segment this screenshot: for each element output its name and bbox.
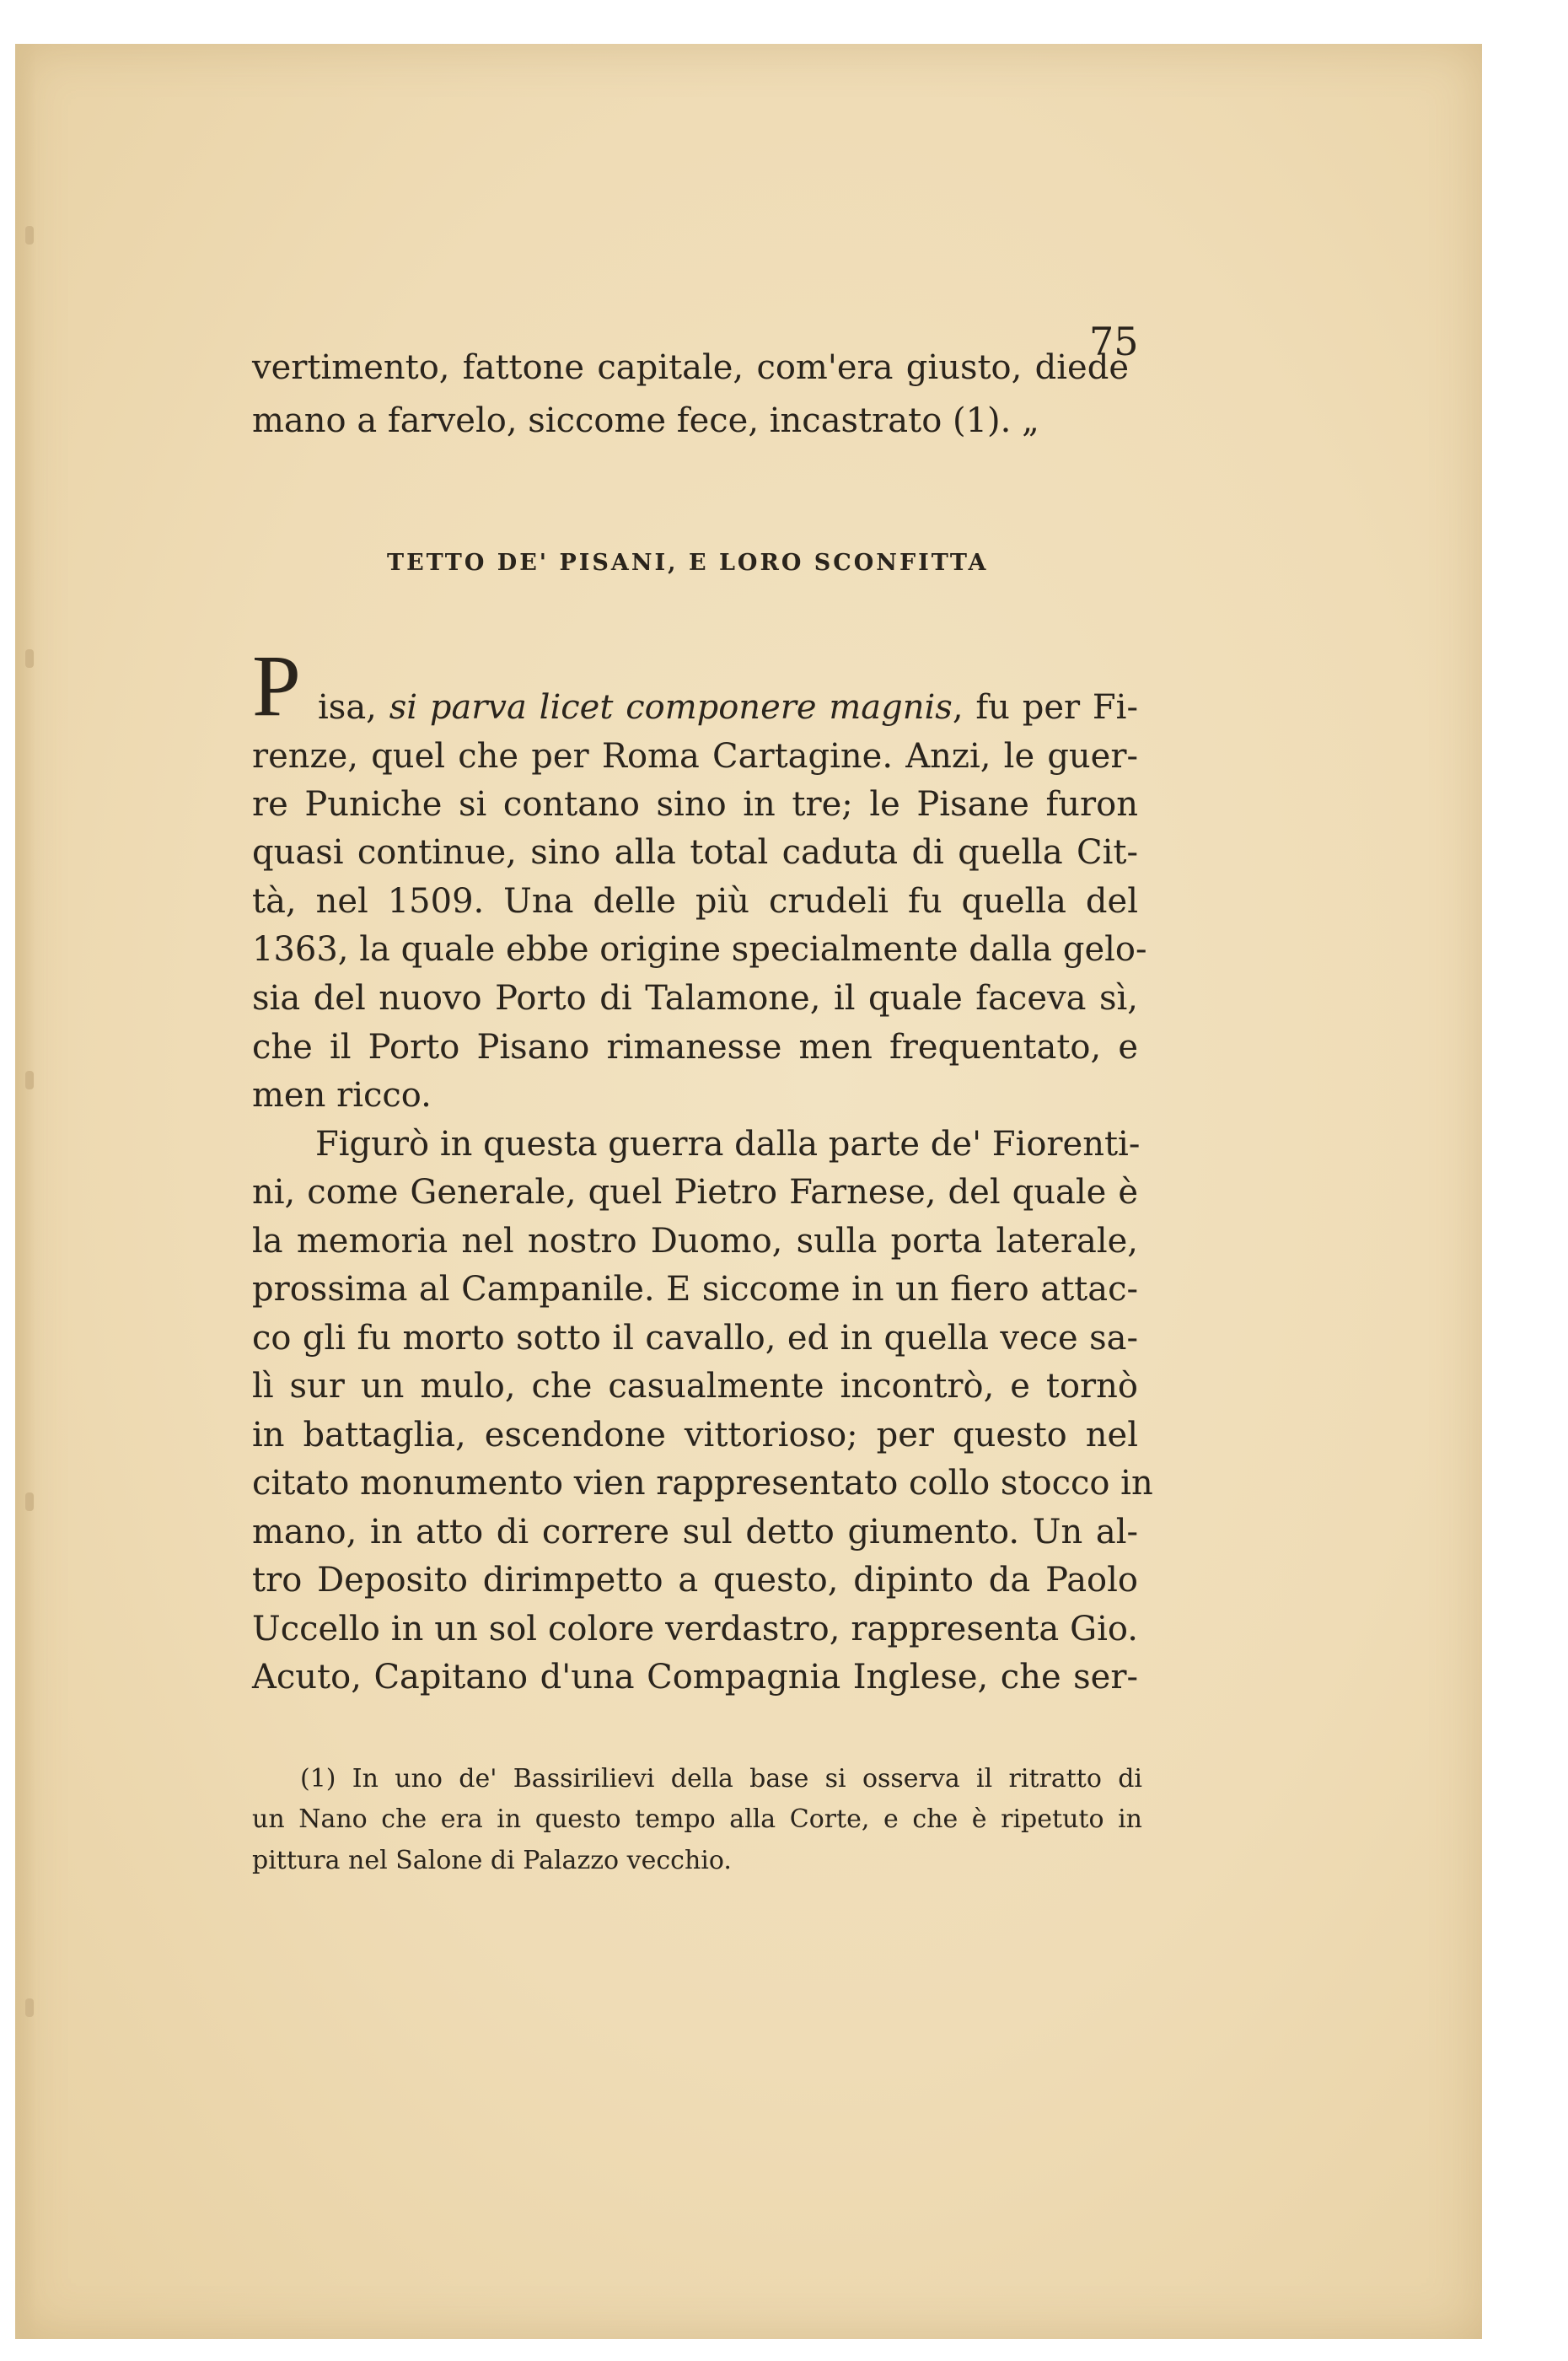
binding-hole	[25, 649, 34, 668]
paragraph-line: re Puniche si contano sino in tre; le Pisane furon	[252, 785, 1138, 824]
paragraph-line: che il Porto Pisano rimanesse men frequentato, e	[252, 1028, 1138, 1067]
paragraph-line: sia del nuovo Porto di Talamone, il quale faceva sì,	[252, 979, 1138, 1018]
page-number: 75	[1089, 319, 1139, 364]
paragraph-line: co gli fu morto sotto il cavallo, ed in quella vece sa-	[252, 1319, 1138, 1358]
paragraph-line: mano, in atto di correre sul detto giumento. Un al-	[252, 1513, 1138, 1552]
line-lead: isa,	[318, 688, 389, 727]
carryover-line: vertimento, fattone capitale, com'era giusto, diede	[252, 348, 1129, 387]
paper-gutter-shadow	[15, 44, 35, 2339]
paragraph-line: men ricco.	[252, 1076, 432, 1115]
binding-hole	[25, 1071, 34, 1089]
paragraph-line: Figurò in questa guerra dalla parte de' Fiorenti-	[315, 1125, 1141, 1164]
paragraph-line: Acuto, Capitano d'una Compagnia Inglese, che ser-	[252, 1658, 1138, 1697]
binding-hole	[25, 1998, 34, 2017]
paragraph-line: prossima al Campanile. E siccome in un fiero attac-	[252, 1270, 1138, 1309]
footnote-line: (1) In uno de' Bassirilievi della base si osserva il ritratto di	[300, 1764, 1142, 1794]
footnote-line: pittura nel Salone di Palazzo vecchio.	[252, 1846, 732, 1875]
paragraph-line: 1363, la quale ebbe origine specialmente dalla gelo-	[252, 930, 1147, 969]
section-title: TETTO DE' PISANI, E LORO SCONFITTA	[387, 550, 989, 576]
binding-hole	[25, 226, 34, 245]
latin-quote: si parva licet componere magnis	[389, 688, 953, 727]
paragraph-line: ni, come Generale, quel Pietro Farnese, del quale è	[252, 1173, 1138, 1212]
paragraph-line: tro Deposito dirimpetto a questo, dipinto da Paolo	[252, 1561, 1138, 1600]
paragraph-line: Uccello in un sol colore verdastro, rappresenta Gio.	[252, 1610, 1138, 1648]
line-tail: , fu per Fi-	[952, 688, 1138, 727]
binding-hole	[25, 1492, 34, 1511]
carryover-line: mano a farvelo, siccome fece, incastrato (1). „	[252, 401, 1039, 440]
paragraph-line: la memoria nel nostro Duomo, sulla porta laterale,	[252, 1222, 1138, 1261]
paragraph-line	[318, 688, 1138, 727]
paragraph-line: lì sur un mulo, che casualmente incontrò, e tornò	[252, 1367, 1138, 1406]
drop-cap: P	[252, 637, 301, 734]
footnote-line: un Nano che era in questo tempo alla Corte, e che è ripetuto in	[252, 1804, 1142, 1834]
paragraph-line: renze, quel che per Roma Cartagine. Anzi, le guer-	[252, 737, 1138, 776]
paragraph-line: tà, nel 1509. Una delle più crudeli fu quella del	[252, 882, 1138, 921]
paragraph-line: in battaglia, escendone vittorioso; per questo nel	[252, 1416, 1138, 1455]
paragraph-line: citato monumento vien rappresentato collo stocco in	[252, 1464, 1153, 1503]
paragraph-line: quasi continue, sino alla total caduta di quella Cit-	[252, 833, 1138, 872]
